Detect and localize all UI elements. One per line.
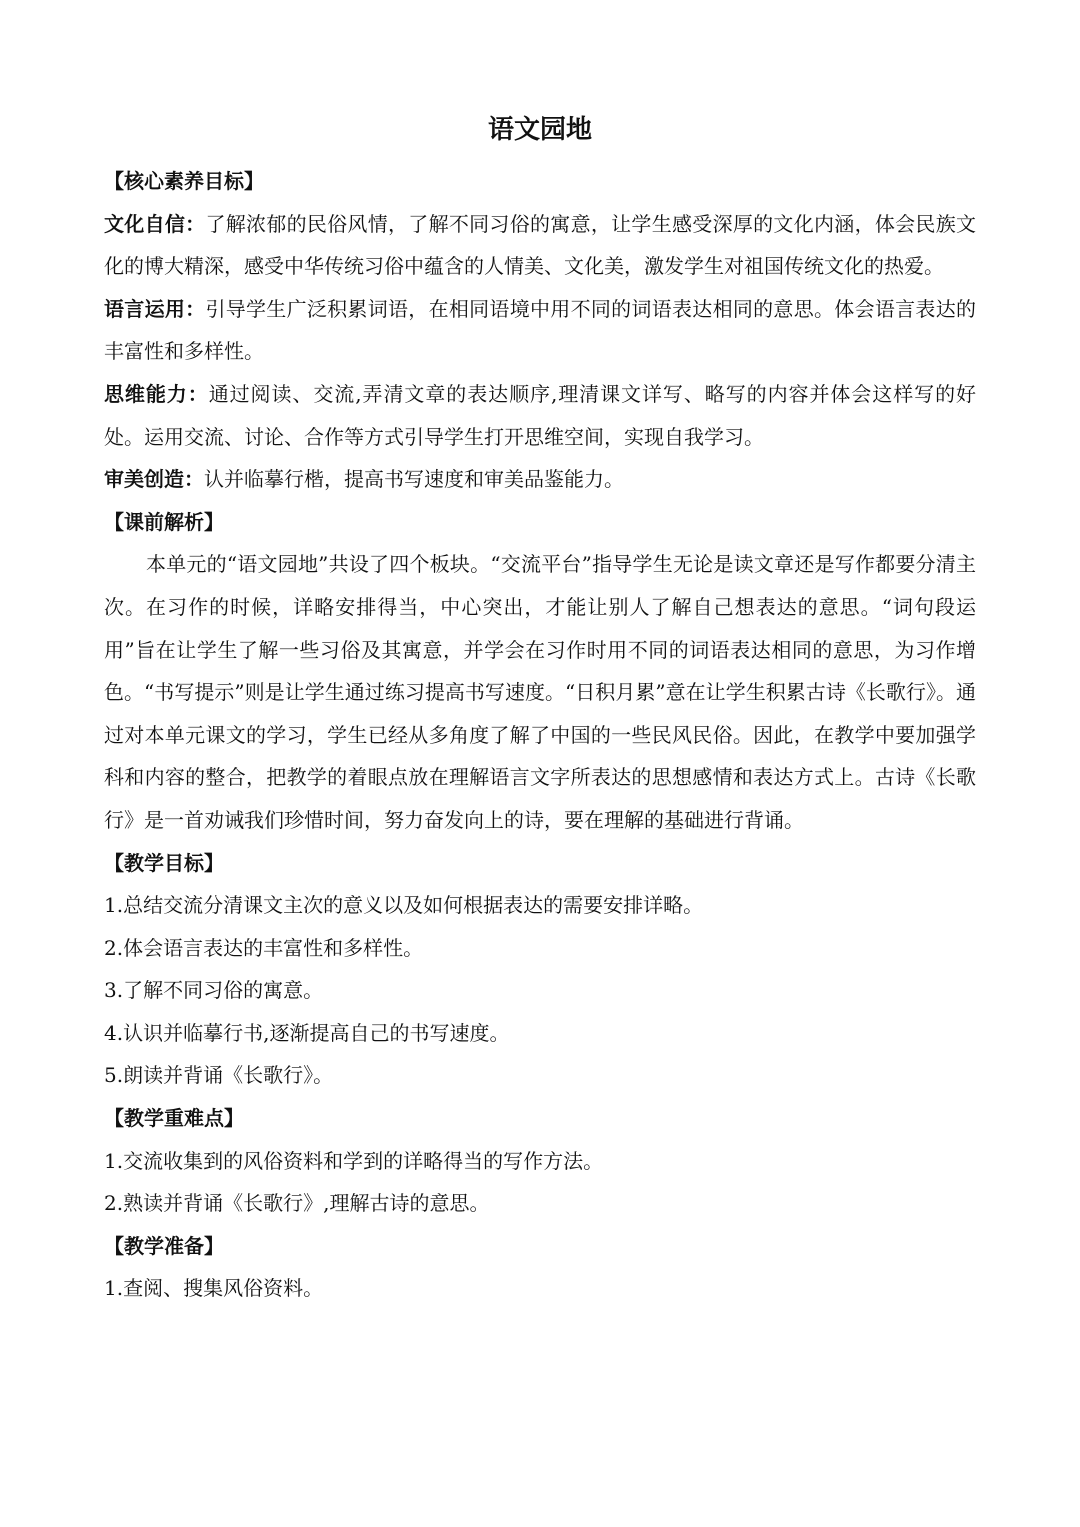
goal-item: 2.体会语言表达的丰富性和多样性。 bbox=[104, 935, 424, 960]
document-title: 语文园地 bbox=[487, 115, 592, 145]
prep-item: 1.查阅、搜集风俗资料。 bbox=[104, 1276, 324, 1301]
section-heading-goals: 【教学目标】 bbox=[104, 850, 224, 875]
core-goal-aesthetics bbox=[104, 458, 976, 501]
core-goal-text: 引导学生广泛积累词语，在相同语境中用不同的词语表达相同的意思。体会语言表达的丰富性和多样性。 bbox=[104, 296, 977, 364]
core-goal-label: 文化自信： bbox=[104, 211, 206, 236]
section-heading-analysis: 【课前解析】 bbox=[104, 509, 224, 534]
keypoint-item: 2.熟读并背诵《长歌行》,理解古诗的意思。 bbox=[104, 1191, 490, 1216]
core-goal-label: 语言运用： bbox=[104, 296, 206, 321]
core-goal-language bbox=[104, 288, 976, 373]
document-page bbox=[104, 108, 976, 1310]
section-heading-keypoints: 【教学重难点】 bbox=[104, 1106, 244, 1131]
goal-item: 4.认识并临摹行书,逐渐提高自己的书写速度。 bbox=[104, 1020, 510, 1045]
core-goal-text: 了解浓郁的民俗风情，了解不同习俗的寓意，让学生感受深厚的文化内涵，体会民族文化的博大精深，感受中华传统习俗中蕴含的人情美、文化美，激发学生对祖国传统文化的热爱。 bbox=[104, 211, 977, 279]
core-goal-text: 认并临摹行楷，提高书写速度和审美品鉴能力。 bbox=[204, 467, 624, 492]
goal-item: 3.了解不同习俗的寓意。 bbox=[104, 978, 324, 1003]
core-goal-text: 通过阅读、交流,弄清文章的表达顺序,理清课文详写、略写的内容并体会这样写的好处。运用交流、讨论、合作等方式引导学生打开思维空间，实现自我学习。 bbox=[104, 381, 977, 449]
section-heading-core: 【核心素养目标】 bbox=[104, 169, 264, 193]
analysis-paragraph: 本单元的“语文园地”共设了四个板块。“交流平台”指导学生无论是读文章还是写作都要分清主次。在习作的时候，详略安排得当，中心突出，才能让别人了解自己想表达的意思。“词句段运用”旨在让学生了解一些习俗及其寓意，并学会在习作时用不同的词语表达相同的意思，为习作增色。“书写提示”则是让学生通过练习提高书写速度。“日积月累”意在让学生积累古诗《长歌行》。通过对本单元课文的学习，学生已经从多角度了解了中国的一些民风民俗。因此，在教学中要加强学科和内容的整合，把教学的着眼点放在理解语言文字所表达的思想感情和表达方式上。古诗《长歌行》是一首劝诫我们珍惜时间，努力奋发向上的诗，要在理解的基础进行背诵。 bbox=[104, 552, 976, 832]
core-goal-label: 思维能力： bbox=[104, 381, 209, 406]
section-heading-prep: 【教学准备】 bbox=[104, 1233, 224, 1258]
core-goal-label: 审美创造： bbox=[104, 467, 204, 492]
core-goal-thinking bbox=[104, 373, 976, 458]
goal-item: 1.总结交流分清课文主次的意义以及如何根据表达的需要安排详略。 bbox=[104, 893, 704, 918]
goal-item: 5.朗读并背诵《长歌行》。 bbox=[104, 1063, 334, 1088]
core-goal-culture bbox=[104, 203, 976, 288]
keypoint-item: 1.交流收集到的风俗资料和学到的详略得当的写作方法。 bbox=[104, 1148, 604, 1173]
